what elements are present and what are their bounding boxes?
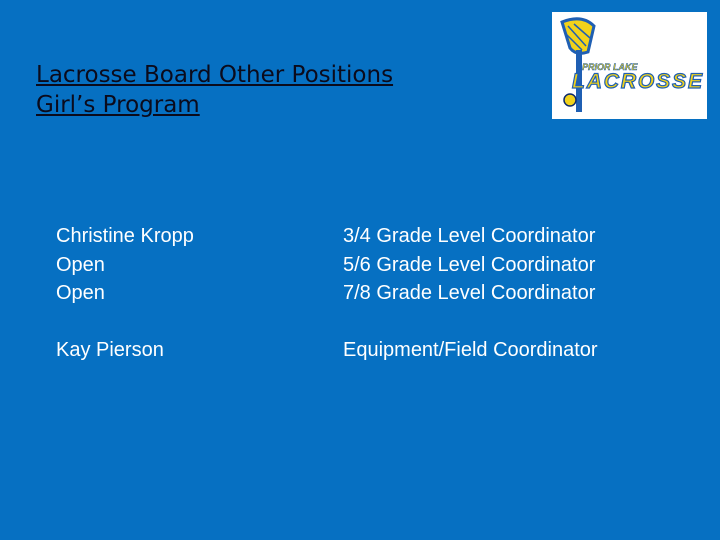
position-title: 7/8 Grade Level Coordinator (343, 282, 596, 304)
positions-list (56, 222, 676, 364)
person-name: Kay Pierson (56, 338, 164, 361)
person-name: Open (56, 282, 105, 304)
logo-small-text: PRIOR LAKE (582, 62, 638, 72)
position-row (56, 251, 676, 280)
title-line-2: Girl’s Program (36, 92, 200, 118)
person-name: Open (56, 253, 105, 276)
position-row (56, 336, 676, 365)
slide-title (36, 60, 393, 120)
person-name: Christine Kropp (56, 225, 194, 247)
ball-icon (564, 94, 576, 106)
title-line-1: Lacrosse Board Other Positions (36, 62, 394, 88)
position-title: 5/6 Grade Level Coordinator (343, 253, 596, 276)
position-row (56, 279, 676, 308)
logo-big-text: LACROSSE (572, 70, 702, 93)
lacrosse-logo (552, 12, 707, 119)
position-title: 3/4 Grade Level Coordinator (343, 225, 596, 247)
position-title: Equipment/Field Coordinator (343, 338, 598, 361)
position-row (56, 222, 676, 251)
